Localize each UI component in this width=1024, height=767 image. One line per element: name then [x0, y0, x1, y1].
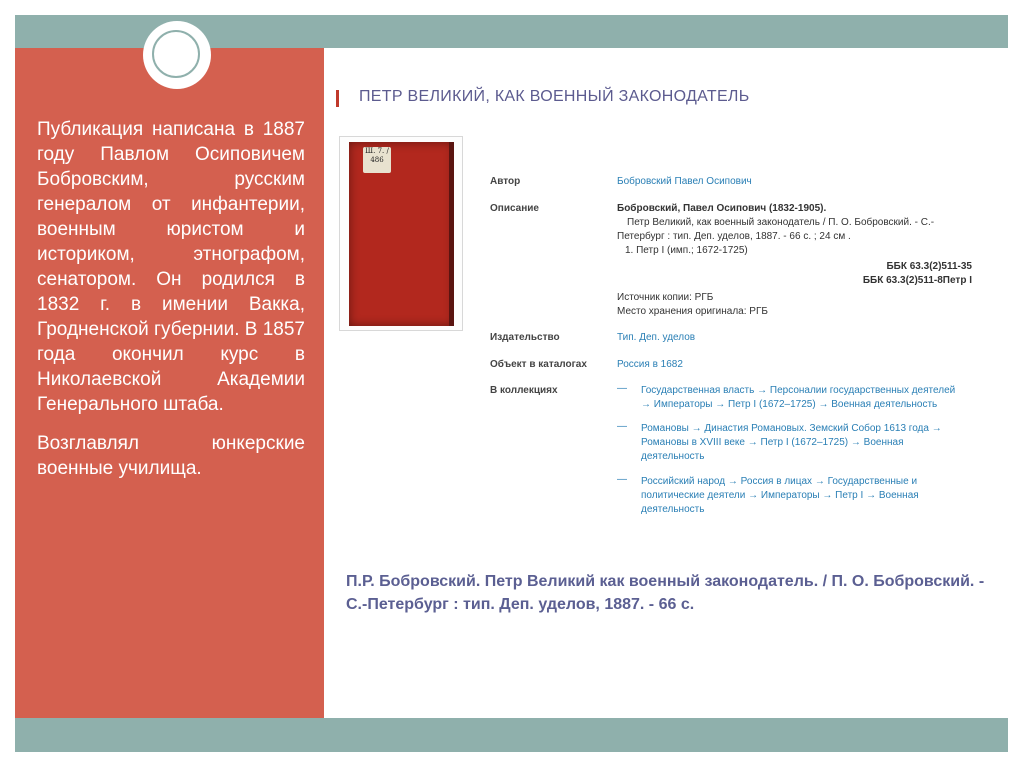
slide: [15, 15, 1008, 752]
bibliographic-caption: П.Р. Бобровский. Петр Великий как военный законодатель. / П. О. Бобровский. - С.-Петербург : тип. Деп. уделов, 1887. - 66 с.: [346, 573, 985, 613]
catalog-record-screenshot: [334, 78, 996, 527]
bbk-code-1: ББК 63.3(2)511-35: [886, 261, 972, 272]
collection-1-link[interactable]: Государственная власть → Персоналии государственных деятелей: [641, 385, 956, 396]
collection-2-link-cont[interactable]: Романовы в XVIII веке → Петр I (1672–1725) → Военная: [641, 437, 904, 448]
description-line-1: Петр Великий, как военный законодатель / П. О. Бобровский. - С.-: [627, 217, 935, 228]
description-line-2: Петербург : тип. Деп. уделов, 1887. - 66 с. ; 24 см .: [617, 231, 851, 242]
collection-2-dash: —: [617, 421, 627, 432]
collection-3-dash: —: [617, 474, 627, 485]
description-line-3: 1. Петр I (имп.; 1672-1725): [625, 245, 748, 256]
biography-paragraph-2: Возглавлял юнкерские военные училища.: [37, 433, 305, 479]
collection-3-link-cont[interactable]: политические деятели → Императоры → Петр I → Военная: [641, 490, 919, 501]
bbk-code-2: ББК 63.3(2)511-8Петр I: [862, 275, 972, 286]
record-title: ПЕТР ВЕЛИКИЙ, КАК ВОЕННЫЙ ЗАКОНОДАТЕЛЬ: [359, 88, 750, 105]
collection-1-link-cont[interactable]: → Императоры → Петр I (1672–1725) → Военная деятельность: [641, 399, 938, 410]
copy-source: Источник копии: РГБ: [617, 292, 714, 303]
catalog-label: Объект в каталогах: [490, 359, 587, 370]
original-storage: Место хранения оригинала: РГБ: [617, 306, 768, 317]
ring-icon: [152, 30, 200, 78]
collection-2-link[interactable]: Романовы → Династия Романовых. Земский Собор 1613 года →: [641, 423, 942, 434]
publisher-label: Издательство: [490, 332, 560, 343]
collection-3-link[interactable]: Российский народ → Россия в лицах → Государственные и: [641, 476, 918, 487]
cover-label: Ш. 7. / 486: [363, 147, 391, 173]
author-link[interactable]: Бобровский Павел Осипович: [617, 176, 752, 187]
description-heading: Бобровский, Павел Осипович (1832-1905).: [617, 203, 827, 214]
catalog-link[interactable]: Россия в 1682: [617, 359, 683, 370]
description-label: Описание: [490, 203, 539, 214]
book-cover: [349, 142, 454, 326]
book-thumbnail[interactable]: [339, 136, 463, 331]
title-accent-bar: [336, 90, 339, 107]
bottom-band: [15, 718, 1008, 752]
biography-text: [37, 117, 305, 495]
author-label: Автор: [490, 176, 521, 187]
publisher-link[interactable]: Тип. Деп. уделов: [617, 332, 696, 343]
collection-1-dash: —: [617, 383, 627, 394]
collection-2-link-end[interactable]: деятельность: [641, 451, 705, 462]
biography-paragraph: Публикация написана в 1887 году Павлом Осиповичем Бобровским, русским генералом от инфантерии, военным юристом и историком, этнографом, сенатором. Он родился в 1832 г. в имении Вакка, Гродненской губернии. В 1857 года окончил курс в Николаевской Академии Генерального штаба.: [37, 119, 306, 415]
collections-label: В коллекциях: [490, 385, 558, 396]
collection-3-link-end[interactable]: деятельность: [641, 504, 705, 515]
